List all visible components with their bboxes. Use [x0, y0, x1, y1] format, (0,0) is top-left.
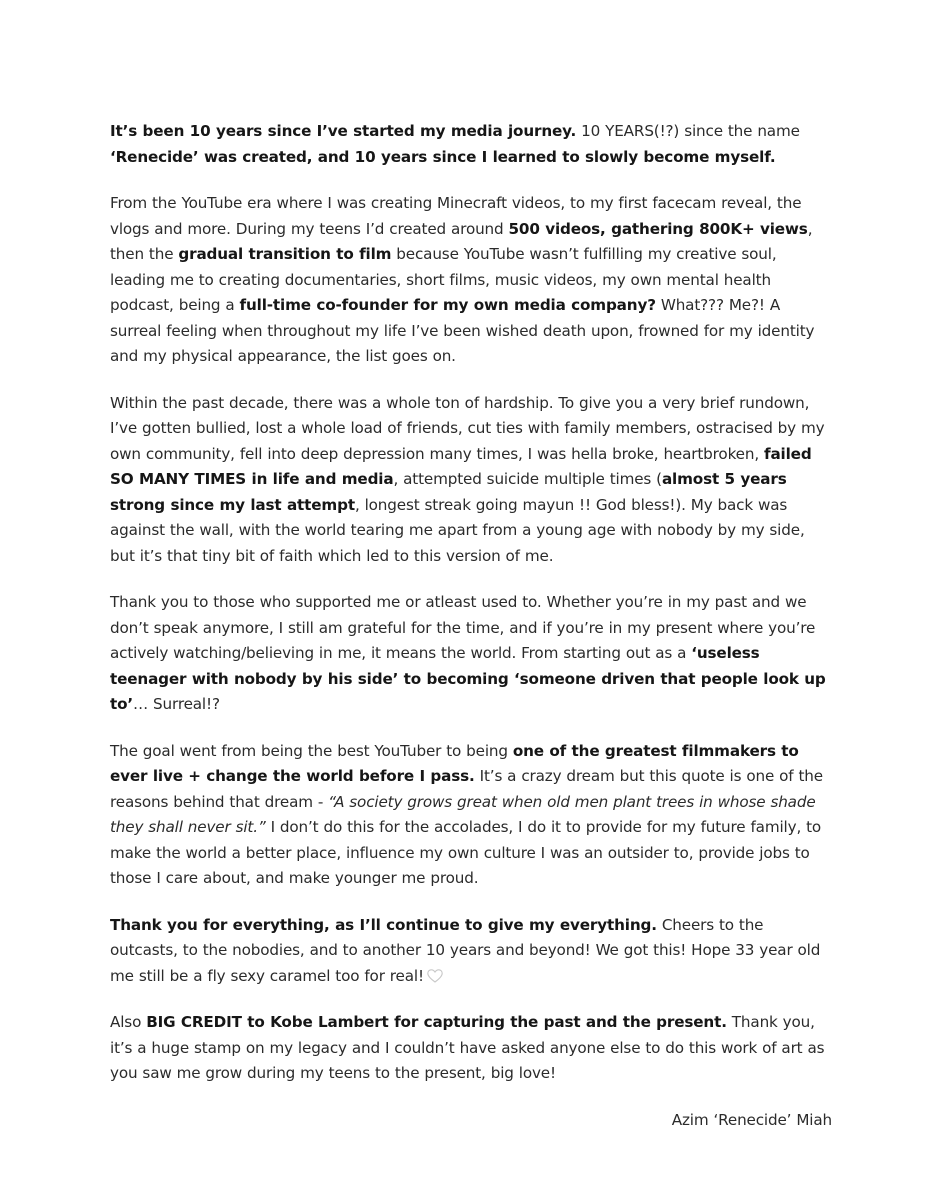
text-span: Cheers to the outcasts, to the nobodies, and to another 10 years and beyond! We got this! Hope 33 year old me still be a fly sexy caramel too for real!	[110, 915, 821, 985]
text-span: It’s a crazy dream but this quote is one of the reasons behind that dream -	[110, 767, 823, 811]
bold-phrase: ‘Renecide’ was created, and 10 years since I learned to slowly become myself.	[110, 147, 776, 166]
white-heart-icon	[427, 966, 443, 980]
bold-phrase: It’s been 10 years since I’ve started my media journey.	[110, 122, 577, 140]
bold-phrase: gradual transition to film	[178, 245, 392, 263]
text-span: 10 YEARS(!?) since the name	[576, 122, 800, 140]
text-span: , attempted suicide multiple times (	[393, 470, 662, 488]
text-span: Thank you, it’s a huge stamp on my legacy and I couldn’t have asked anyone else to do this work of art as you saw me grow during my teens to the present, big love!	[110, 1013, 825, 1082]
text-span: Within the past decade, there was a whole ton of hardship. To give you a very brief rundown, I’ve gotten bullied, lost a whole load of friends, cut ties with family members, ostracised by my own community, fell into deep depression many times, I was hella broke, heartbroken,	[110, 393, 825, 463]
text-span: What??? Me?! A surreal feeling when throughout my life I’ve been wished death upon, frowned for my identity and my physical appearance, the list goes on.	[110, 296, 815, 365]
paragraph-anniversary	[110, 119, 832, 170]
paragraph-youtube-era	[110, 191, 832, 370]
paragraph-thanks-supporters	[110, 590, 832, 718]
paragraph-hardship	[110, 391, 832, 570]
text-span: , then the	[110, 219, 813, 263]
bold-phrase: almost 5 years strong since my last attempt	[110, 470, 787, 514]
paragraph-credit	[110, 1010, 832, 1087]
text-span: I don’t do this for the accolades, I do it to provide for my future family, to make the world a better place, influence my own culture I was an outsider to, provide jobs to those I care about, and make younger me proud.	[110, 818, 822, 887]
text-span: because YouTube wasn’t fulfilling my creative soul, leading me to creating documentaries, short films, music videos, my own mental health podcast, being a	[110, 245, 777, 314]
paragraph-goal	[110, 739, 832, 892]
signature: Azim ‘Renecide’ Miah	[671, 1110, 832, 1129]
text-span: Thank you to those who supported me or atleast used to. Whether you’re in my past and we don’t speak anymore, I still am grateful for the time, and if you’re in my present where you’re actively watching/believing in me, it means the world. From starting out as a	[110, 593, 816, 662]
bold-phrase: one of the greatest filmmakers to ever live + change the world before I pass.	[110, 741, 799, 785]
paragraph-thank-you-everything	[110, 913, 832, 990]
quote-italic: “A society grows great when old men plant trees in whose shade they shall never sit.”	[110, 792, 816, 836]
bold-phrase: Thank you for everything, as I’ll continue to give my everything.	[110, 915, 657, 934]
text-span: , longest streak going mayun !! God bless!). My back was against the wall, with the world tearing me apart from a young age with nobody by my side, but it’s that tiny bit of faith which led to this version of me.	[110, 495, 805, 565]
bold-phrase: ‘useless teenager with nobody by his side’ to becoming ‘someone driven that people look up to’	[110, 644, 826, 713]
letter-body	[110, 119, 832, 1133]
text-span: Also	[110, 1013, 147, 1031]
bold-phrase: BIG CREDIT to Kobe Lambert for capturing the past and the present.	[146, 1013, 727, 1031]
text-span: The goal went from being the best YouTuber to being	[110, 741, 513, 760]
text-span: … Surreal!?	[133, 695, 220, 713]
text-span: From the YouTube era where I was creating Minecraft videos, to my first facecam reveal, the vlogs and more. During my teens I’d created around	[110, 194, 802, 238]
bold-phrase: full-time co-founder for my own media company?	[239, 296, 656, 314]
bold-phrase: 500 videos, gathering 800K+ views	[508, 219, 808, 238]
bold-phrase: failed SO MANY TIMES in life and media	[110, 444, 812, 488]
